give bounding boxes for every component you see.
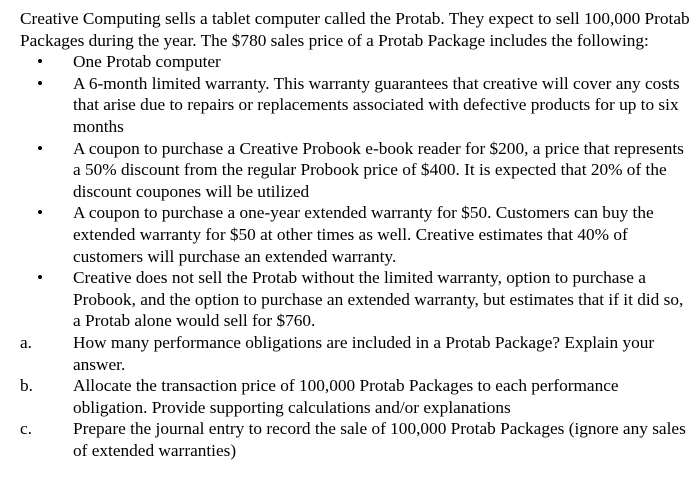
bullet-icon: • bbox=[36, 73, 44, 93]
list-item-text: One Protab computer bbox=[73, 52, 221, 72]
list-item-text: Creative does not sell the Protab without the limited warranty, option to purchase a Probook, and the option to purchase an extended warranty, but estimates that if it did so, a Protab alone would sell for $760. bbox=[73, 268, 684, 331]
list-item bbox=[20, 73, 692, 138]
question-item bbox=[20, 418, 692, 461]
question-list bbox=[20, 332, 692, 462]
package-contents-list bbox=[20, 51, 692, 332]
list-item bbox=[20, 51, 692, 73]
question-item bbox=[20, 332, 692, 375]
intro-paragraph: Creative Computing sells a tablet computer called the Protab. They expect to sell 100,000 Protab Packages during the year. The $780 sales price of a Protab Package includes the following: bbox=[20, 9, 690, 50]
question-item bbox=[20, 375, 692, 418]
list-item bbox=[20, 202, 692, 267]
question-text: How many performance obligations are included in a Protab Package? Explain your answer. bbox=[73, 332, 655, 374]
document-page bbox=[20, 8, 692, 461]
list-item-text: A 6-month limited warranty. This warranty guarantees that creative will cover any costs that arise due to repairs or replacements associated with defective products for up to six months bbox=[73, 73, 680, 136]
question-text: Allocate the transaction price of 100,000 Protab Packages to each performance obligation. Provide supporting calculations and/or explanations bbox=[73, 376, 619, 417]
bullet-icon: • bbox=[36, 203, 44, 223]
list-item bbox=[20, 138, 692, 203]
list-item-text: A coupon to purchase a one-year extended warranty for $50. Customers can buy the extended warranty for $50 at other times as well. Creative estimates that 40% of customers will purchase an extended warranty. bbox=[73, 203, 654, 266]
bullet-icon: • bbox=[36, 52, 44, 72]
question-label: a. bbox=[20, 332, 32, 352]
list-item bbox=[20, 267, 692, 332]
question-label: b. bbox=[20, 376, 33, 396]
list-item-text: A coupon to purchase a Creative Probook e-book reader for $200, a price that represents a 50% discount from the regular Probook price of $400. It is expected that 20% of the discount coupones will be utilized bbox=[73, 138, 684, 201]
bullet-icon: • bbox=[36, 138, 44, 158]
question-text: Prepare the journal entry to record the sale of 100,000 Protab Packages (ignore any sales of extended warranties) bbox=[73, 419, 686, 460]
bullet-icon: • bbox=[36, 268, 44, 288]
question-label: c. bbox=[20, 419, 32, 439]
